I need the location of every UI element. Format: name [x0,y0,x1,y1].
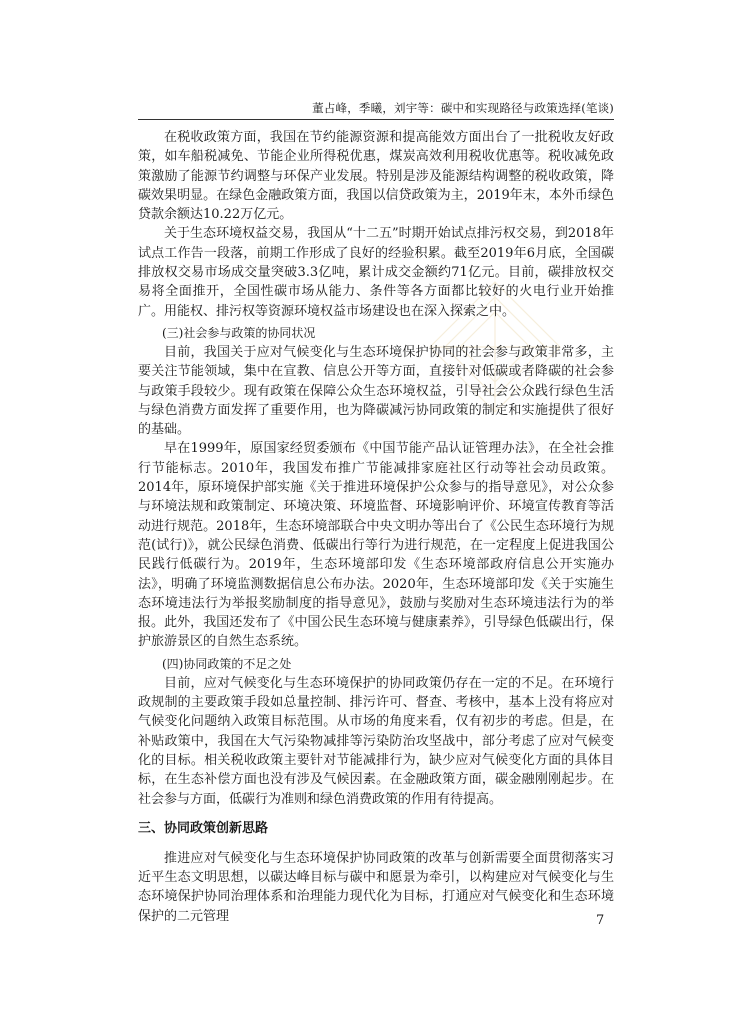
header-rule [138,119,614,120]
article-body [138,128,614,926]
running-head: 董占峰，季曦，刘宇等：碳中和实现路径与政策选择(笔谈) [312,101,614,115]
page-number: 7 [596,913,605,928]
subsection-heading-social-participation: (三)社会参与政策的协同状况 [162,325,316,340]
subsection-heading-shortcomings: (四)协同政策的不足之处 [162,656,292,671]
paragraph-social-participation: 目前，我国关于应对气候变化与生态环境保护协同的社会参与政策非常多，主要关注节能领域，集中在宣教、信息公开等方面，直接针对低碳或者降碳的社会参与政策手段较少。现有政策在保障公众生态环境权益，引导社会公众践行绿色生活与绿色消费方面发挥了重要作用，也为降碳减污协同政策的制定和实施提供了很好的基础。 [138,344,614,438]
paragraph-shortcomings: 目前，应对气候变化与生态环境保护的协同政策仍存在一定的不足。在环境行政规制的主要政策手段如总量控制、排污许可、督查、考核中，基本上没有将应对气候变化问题纳入政策目标范围。从市场的角度来看，仅有初步的考虑。但是，在补贴政策中，我国在大气污染物减排等污染防治攻坚战中，部分考虑了应对气候变化的目标。相关税收政策主要针对节能减排行为，缺少应对气候变化方面的具体目标，在生态补偿方面也没有涉及气候因素。在金融政策方面，碳金融刚刚起步。在社会参与方面，低碳行为准则和绿色消费政策的作用有待提高。 [138,675,614,807]
paragraph-policy-history: 早在1999年，原国家经贸委颁布《中国节能产品认证管理办法》，在全社会推行节能标志。2010年，我国发布推广节能减排家庭社区行动等社会动员政策。2014年，原环境保护部实施《关于推进环境保护公众参与的指导意见》，对公众参与环境法规和政策制定、环境决策、环境监督、环境影响评价、环境宣传教育等活动进行规范。2018年，生态环境部联合中央文明办等出台了《公民生态环境行为规范(试行)》，就公民绿色消费、低碳出行等行为进行规范，在一定程度上促进我国公民践行低碳行为。2019年，生态环境部印发《生态环境部政府信息公开实施办法》，明确了环境监测数据信息公布办法。2020年，生态环境部印发《关于实施生态环境违法行为举报奖励制度的指导意见》，鼓励与奖励对生态环境违法行为的举报。此外，我国还发布了《中国公民生态环境与健康素养》，引导绿色低碳出行，保护旅游景区的自然生态系统。 [138,441,614,650]
paragraph-tax-finance: 在税收政策方面，我国在节约能源资源和提高能效方面出台了一批税收友好政策，如车船税减免、节能企业所得税优惠，煤炭高效利用税收优惠等。税收减免政策激励了能源节约调整与环保产业发展。特别是涉及能源结构调整的税收政策，降碳效果明显。在绿色金融政策方面，我国以信贷政策为主，2019年末，本外币绿色贷款余额达10.22万亿元。 [138,130,614,223]
paragraph-rights-trading: 关于生态环境权益交易，我国从“十二五”时期开始试点排污权交易，到2018年试点工作告一段落，前期工作形成了良好的经验积累。截至2019年6月底，全国碳排放权交易市场成交量突破3.3亿吨，累计成交金额约71亿元。目前，碳排放权交易将全面推开，全国性碳市场从能力、条件等各方面都比较好的火电行业开始推广。用能权、排污权等资源环境权益市场建设也在深入探索之中。 [138,226,614,319]
paragraph-innovation: 推进应对气候变化与生态环境保护协同政策的改革与创新需要全面贯彻落实习近平生态文明思想，以碳达峰目标与碳中和愿景为牵引，以构建应对气候变化与生态环境保护协同治理体系和治理能力现代化为目标，打通应对气候变化和生态环境保护的二元管理 [138,850,614,924]
section-heading-innovation: 三、协同政策创新思路 [138,820,269,836]
